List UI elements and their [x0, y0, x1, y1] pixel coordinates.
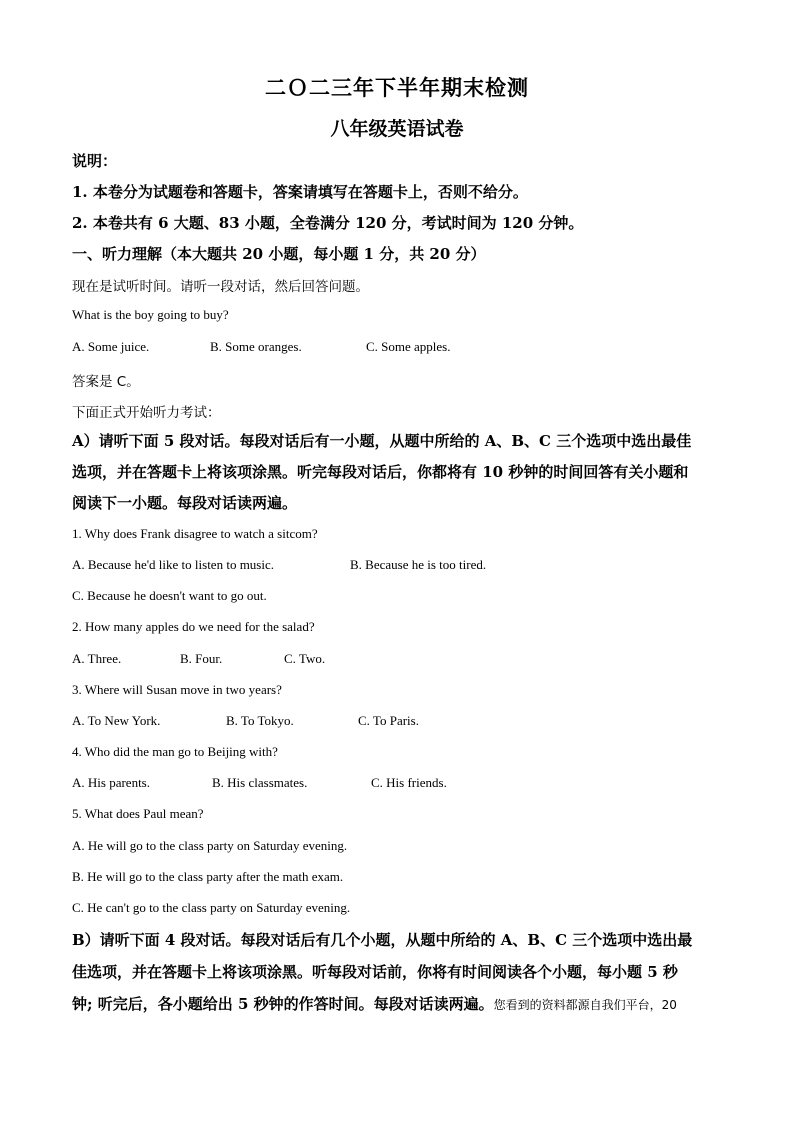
question-1-option-a: A. Because he'd like to listen to music. — [72, 557, 274, 572]
instruction-1: 1. 本卷分为试题卷和答题卡，答案请填写在答题卡上，否则不给分。 — [72, 183, 528, 201]
question-3-option-a: A. To New York. — [72, 713, 161, 728]
trial-option-b: B. Some oranges. — [210, 339, 302, 354]
question-5: 5. What does Paul mean? — [72, 806, 204, 821]
instruction-2: 2. 本卷共有 6 大题、83 小题，全卷满分 120 分，考试时间为 120 分钟。 — [72, 214, 584, 232]
trial-intro: 现在是试听时间。请听一段对话，然后回答问题。 — [72, 279, 369, 295]
trial-option-a: A. Some juice. — [72, 339, 150, 354]
question-5-option-b: B. He will go to the class party after the math exam. — [72, 869, 344, 884]
question-2: 2. How many apples do we need for the salad? — [72, 619, 315, 634]
question-4-option-a: A. His parents. — [72, 775, 150, 790]
section-1-heading: 一、听力理解（本大题共 20 小题，每小题 1 分，共 20 分） — [72, 245, 486, 263]
question-5-option-a: A. He will go to the class party on Saturday evening. — [72, 838, 348, 853]
instructions-label: 说明： — [72, 152, 118, 170]
part-b-instruction-line-3 — [72, 993, 677, 1014]
trial-answer: 答案是 C。 — [72, 374, 140, 390]
question-1-option-b: B. Because he is too tired. — [350, 557, 487, 572]
question-4-option-c: C. His friends. — [371, 775, 447, 790]
part-b-instruction-line-1: B）请听下面 4 段对话。每段对话后有几个小题，从题中所给的 A、B、C 三个选项中选出最 — [72, 931, 693, 949]
question-4: 4. Who did the man go to Beijing with? — [72, 744, 278, 759]
question-3: 3. Where will Susan move in two years? — [72, 682, 282, 697]
formal-start: 下面正式开始听力考试： — [72, 405, 221, 421]
question-3-option-c: C. To Paris. — [358, 713, 419, 728]
trial-question: What is the boy going to buy? — [72, 307, 229, 322]
question-2-option-c: C. Two. — [284, 651, 326, 666]
question-4-option-b: B. His classmates. — [212, 775, 308, 790]
part-b-instruction-line-3-text: 钟; 听完后，各小题给出 5 秒钟的作答时间。每段对话读两遍。 — [72, 995, 494, 1013]
question-2-option-a: A. Three. — [72, 651, 122, 666]
trial-option-c: C. Some apples. — [366, 339, 451, 354]
part-a-instruction-line-2: 选项，并在答题卡上将该项涂黑。听完每段对话后，你都将有 10 秒钟的时间回答有关小题和 — [72, 463, 689, 481]
part-a-instruction-line-1: A）请听下面 5 段对话。每段对话后有一小题，从题中所给的 A、B、C 三个选项中选出最佳 — [72, 432, 692, 450]
question-1-option-c: C. Because he doesn't want to go out. — [72, 588, 267, 603]
question-2-option-b: B. Four. — [180, 651, 223, 666]
exam-subtitle: 八年级英语试卷 — [330, 118, 464, 140]
watermark-text: 您看到的资料都源自我们平台，20 — [493, 998, 677, 1012]
question-5-option-c: C. He can't go to the class party on Saturday evening. — [72, 900, 351, 915]
part-b-instruction-line-2: 佳选项，并在答题卡上将该项涂黑。听每段对话前，你将有时间阅读各个小题，每小题 5 秒 — [72, 963, 678, 981]
question-3-option-b: B. To Tokyo. — [226, 713, 294, 728]
part-a-instruction-line-3: 阅读下一小题。每段对话读两遍。 — [72, 494, 298, 512]
question-1: 1. Why does Frank disagree to watch a sitcom? — [72, 526, 318, 541]
exam-title: 二Ｏ二三年下半年期末检测 — [265, 75, 529, 100]
